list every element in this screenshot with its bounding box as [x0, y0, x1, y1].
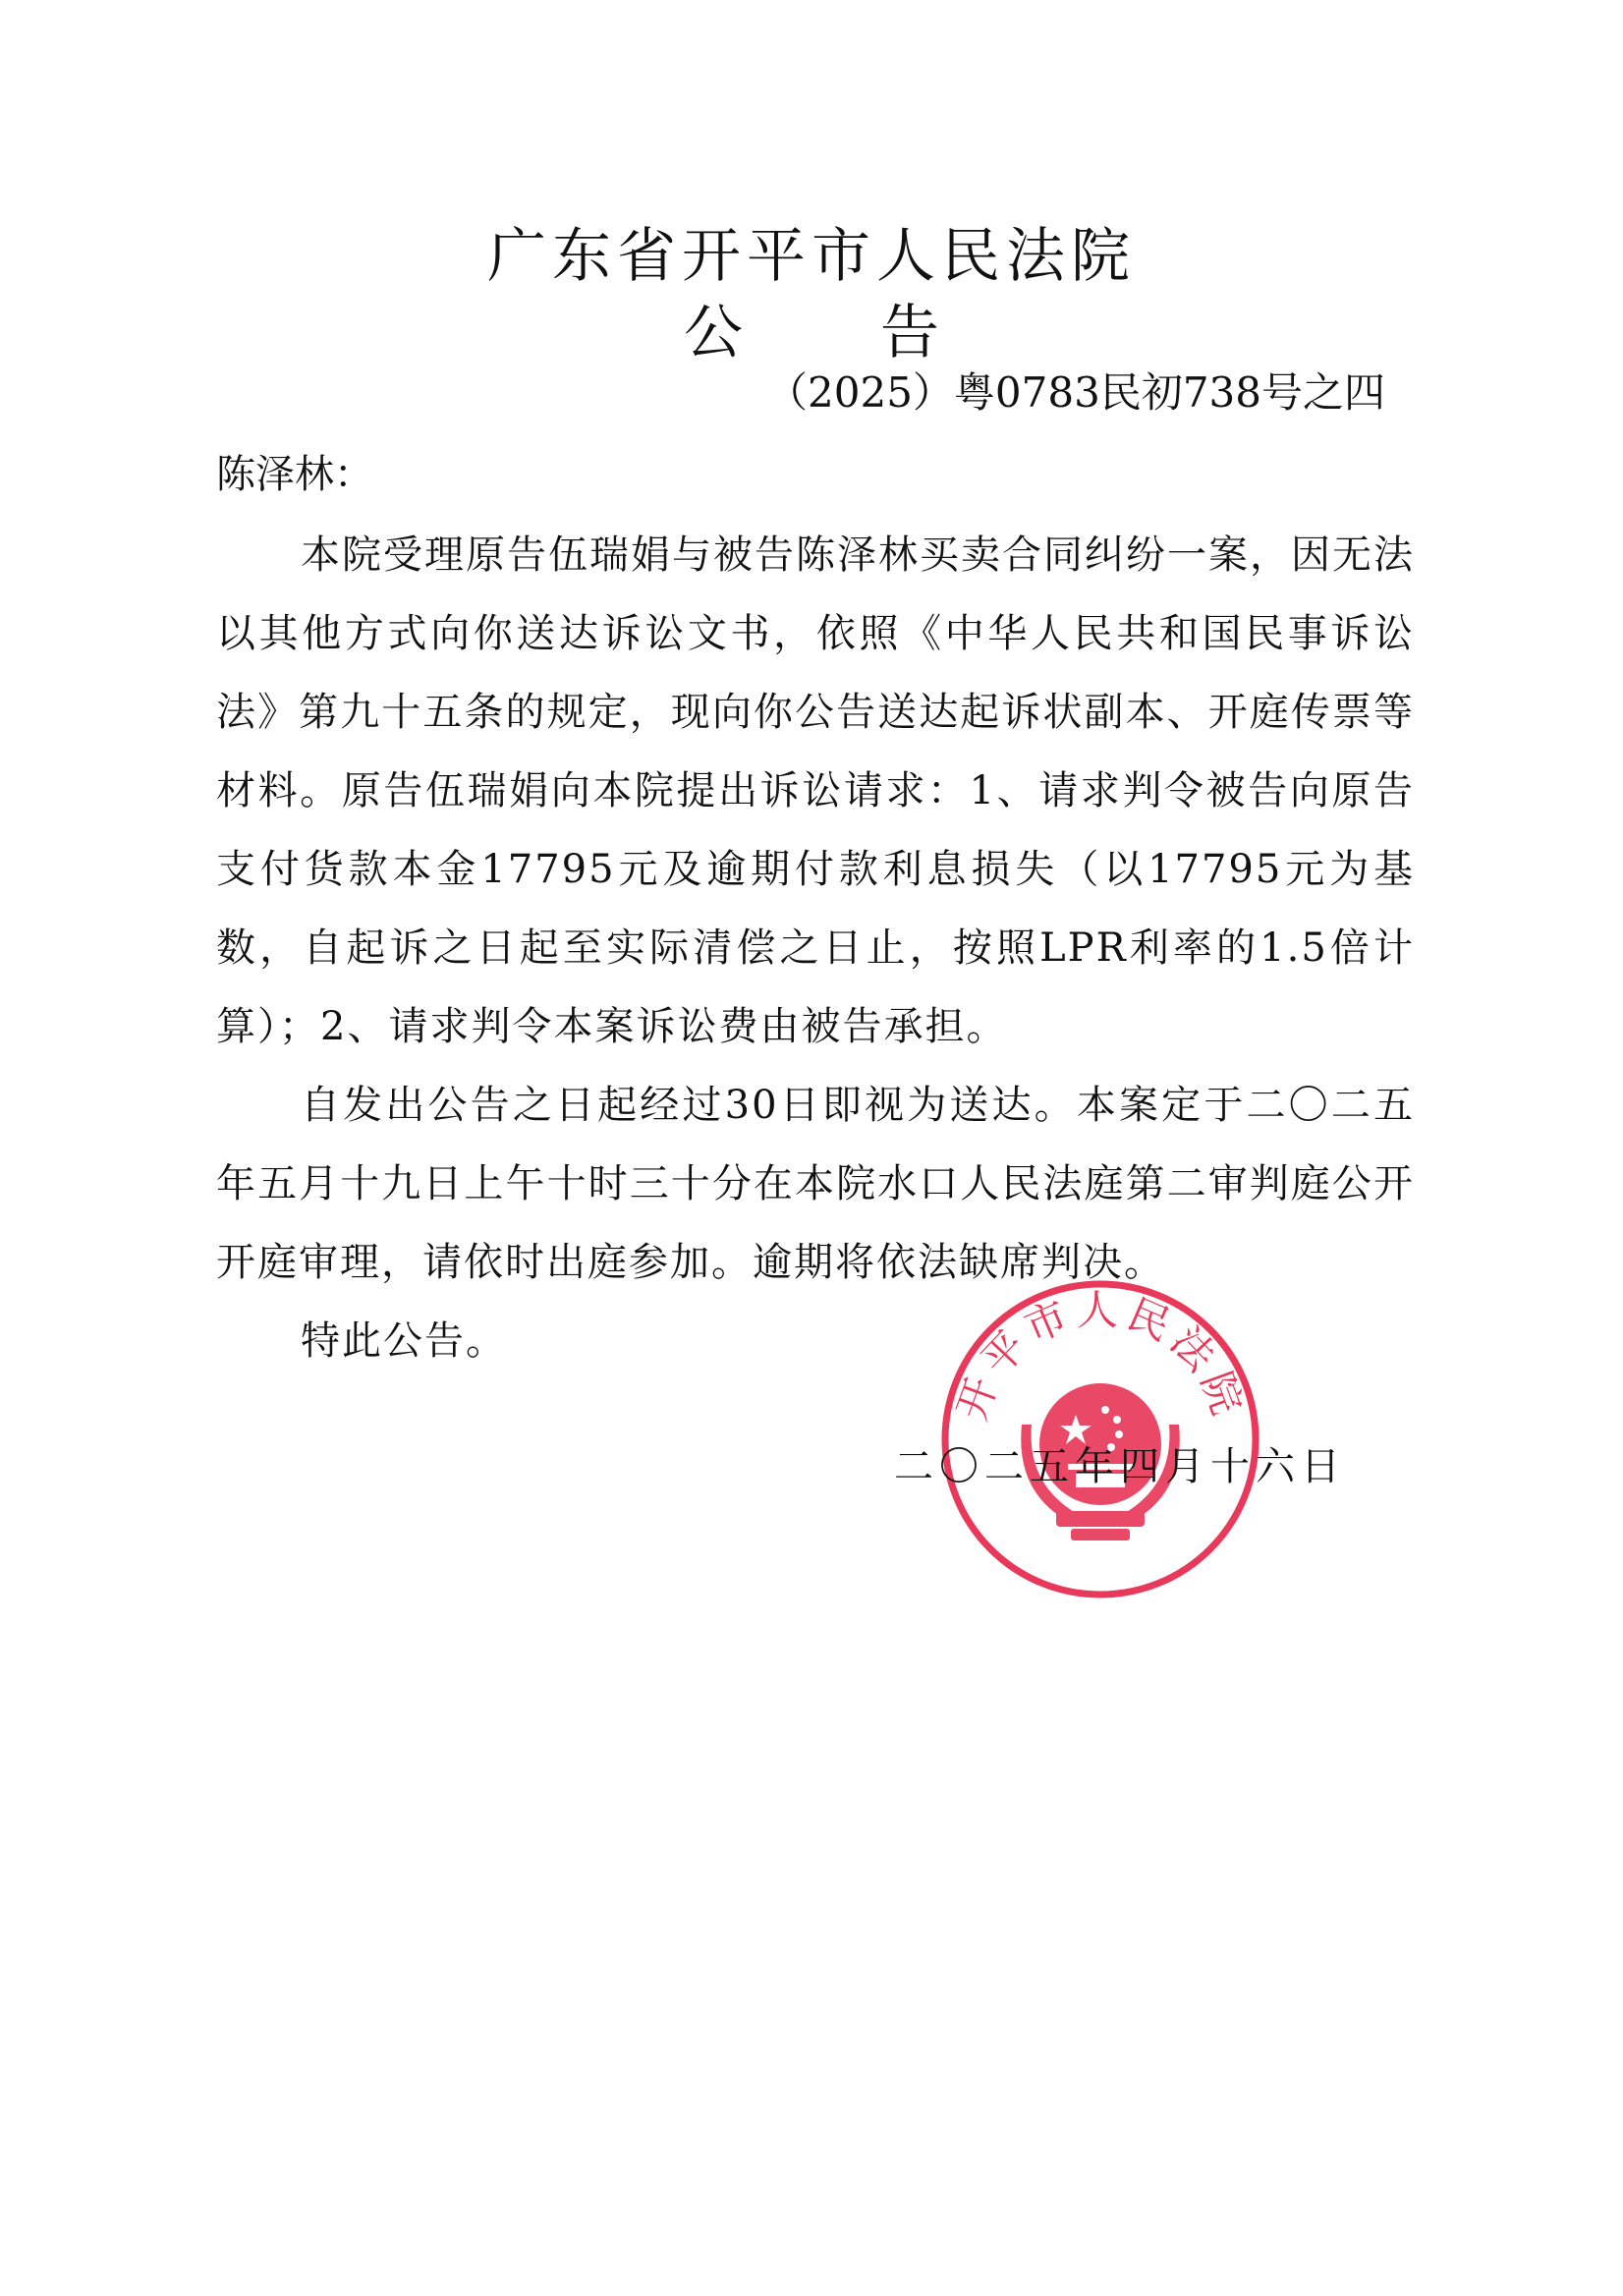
seal-text: 开平市人民法院: [947, 1286, 1254, 1427]
court-name: 广东省开平市人民法院: [487, 222, 1136, 291]
doc-type-char-2: 告: [880, 299, 939, 367]
issue-date: 二〇二五年四月十六日: [894, 1444, 1346, 1489]
doc-type-char-1: 公: [684, 299, 743, 367]
addressee: 陈泽林：: [216, 452, 373, 497]
case-number: （2025）粤0783民初738号之四: [766, 368, 1385, 417]
paragraph-closing: 特此公告。: [301, 1318, 507, 1364]
doc-type-title: [0, 295, 1623, 371]
notice-body: [216, 516, 1415, 1380]
paragraph-claims: 本院受理原告伍瑞娟与被告陈泽林买卖合同纠纷一案，因无法以其他方式向你送达诉讼文书，依照《中华人民共和国民事诉讼法》第九十五条的规定，现向你公告送达起诉状副本、开庭传票等材料。原告伍瑞娟向本院提出诉讼请求：1、请求判令被告向原告支付货款本金17795元及逾期付款利息损失（以17795元为基数，自起诉之日起至实际清偿之日止，按照LPR利率的1.5倍计算）；2、请求判令本案诉讼费由被告承担。: [216, 532, 1415, 1049]
paragraph-hearing: 自发出公告之日起经过30日即视为送达。本案定于二〇二五年五月十九日上午十时三十分在本院水口人民法庭第二审判庭公开开庭审理，请依时出庭参加。逾期将依法缺席判决。: [216, 1083, 1415, 1285]
